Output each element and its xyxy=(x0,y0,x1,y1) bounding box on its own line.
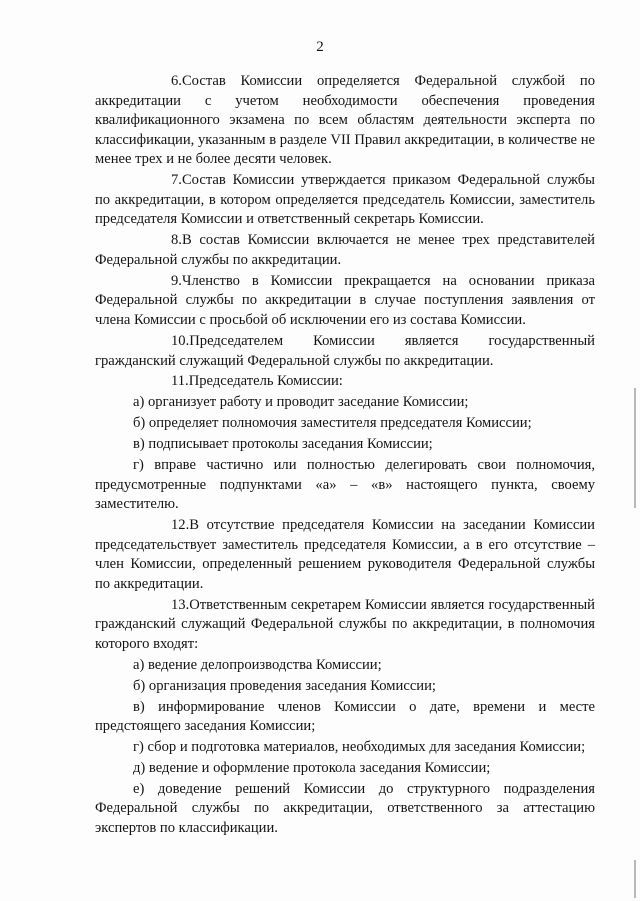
paragraph-text: В состав Комиссии включается не менее трех представителей Федеральной службы по аккредитации. xyxy=(95,232,595,268)
paragraph-number: 12. xyxy=(171,517,190,534)
list-item: б) определяет полномочия заместителя председателя Комиссии; xyxy=(133,415,532,432)
paragraph-text: Состав Комиссии определяется Федеральной службой по аккредитации с учетом необходимости обеспечения проведения квалификационного экзамена по всем областям деятельности эксперта по классификации, указанным в разделе VII Правил аккредитации, в количестве не менее трех и не более десяти человек. xyxy=(95,73,595,168)
list-item: а) организует работу и проводит заседание Комиссии; xyxy=(133,394,469,411)
paragraph-text: Ответственным секретарем Комиссии является государственный гражданский служащий Федеральной службы по аккредитации, в полномочия которого входят: xyxy=(95,596,595,652)
list-item: г) вправе частично или полностью делегировать свои полномочия, предусмотренные подпунктами «а» – «в» настоящего пункта, своему заместителю. xyxy=(95,456,595,513)
paragraph-10 xyxy=(95,332,595,371)
list-item: д) ведение и оформление протокола заседания Комиссии; xyxy=(133,759,491,776)
list-item: г) сбор и подготовка материалов, необходимых для заседания Комиссии; xyxy=(133,739,586,756)
paragraph-number: 6. xyxy=(171,73,182,89)
list-item: а) ведение делопроизводства Комиссии; xyxy=(133,656,382,673)
paragraph-text: В отсутствие председателя Комиссии на заседании Комиссии председательствует заместитель председателя Комиссии, а в его отсутствие – член Комиссии, определенный решением руководителя Федеральной службы по аккредитации. xyxy=(95,517,595,592)
paragraph-text: Председатель Комиссии: xyxy=(188,373,343,390)
paragraph-number: 11. xyxy=(171,373,189,390)
paragraph-12 xyxy=(95,516,595,594)
list-item: б) организация проведения заседания Комиссии; xyxy=(133,677,436,694)
scan-edge-mark xyxy=(634,388,636,508)
paragraph-13 xyxy=(95,596,595,655)
paragraph-8 xyxy=(95,231,595,270)
document-body xyxy=(95,72,595,840)
scan-edge-mark xyxy=(634,860,636,898)
page-number: 2 xyxy=(316,39,324,55)
paragraph-9 xyxy=(95,272,595,331)
paragraph-7 xyxy=(95,171,595,230)
paragraph-number: 10. xyxy=(171,332,190,349)
paragraph-number: 9. xyxy=(171,272,182,289)
paragraph-6 xyxy=(95,72,595,170)
list-item: в) информирование членов Комиссии о дате, времени и месте предстоящего заседания Комиссии; xyxy=(95,698,595,735)
list-item: е) доведение решений Комиссии до структурного подразделения Федеральной службы по аккредитации, ответственного за аттестацию экспертов по классификации. xyxy=(95,780,595,837)
paragraph-text: Состав Комиссии утверждается приказом Федеральной службы по аккредитации, в котором определяется председатель Комиссии, заместитель председателя Комиссии и ответственный секретарь Комиссии. xyxy=(95,172,595,228)
paragraph-number: 7. xyxy=(171,172,182,189)
paragraph-number: 13. xyxy=(171,596,190,613)
list-item: в) подписывает протоколы заседания Комиссии; xyxy=(133,436,433,453)
paragraph-text: Членство в Комиссии прекращается на основании приказа Федеральной службы по аккредитации в случае поступления заявления от члена Комиссии с просьбой об исключении его из состава Комиссии. xyxy=(95,272,595,329)
paragraph-text: Председателем Комиссии является государственный гражданский служащий Федеральной службы по аккредитации. xyxy=(95,332,595,369)
paragraph-number: 8. xyxy=(171,232,182,249)
paragraph-11 xyxy=(95,372,595,392)
